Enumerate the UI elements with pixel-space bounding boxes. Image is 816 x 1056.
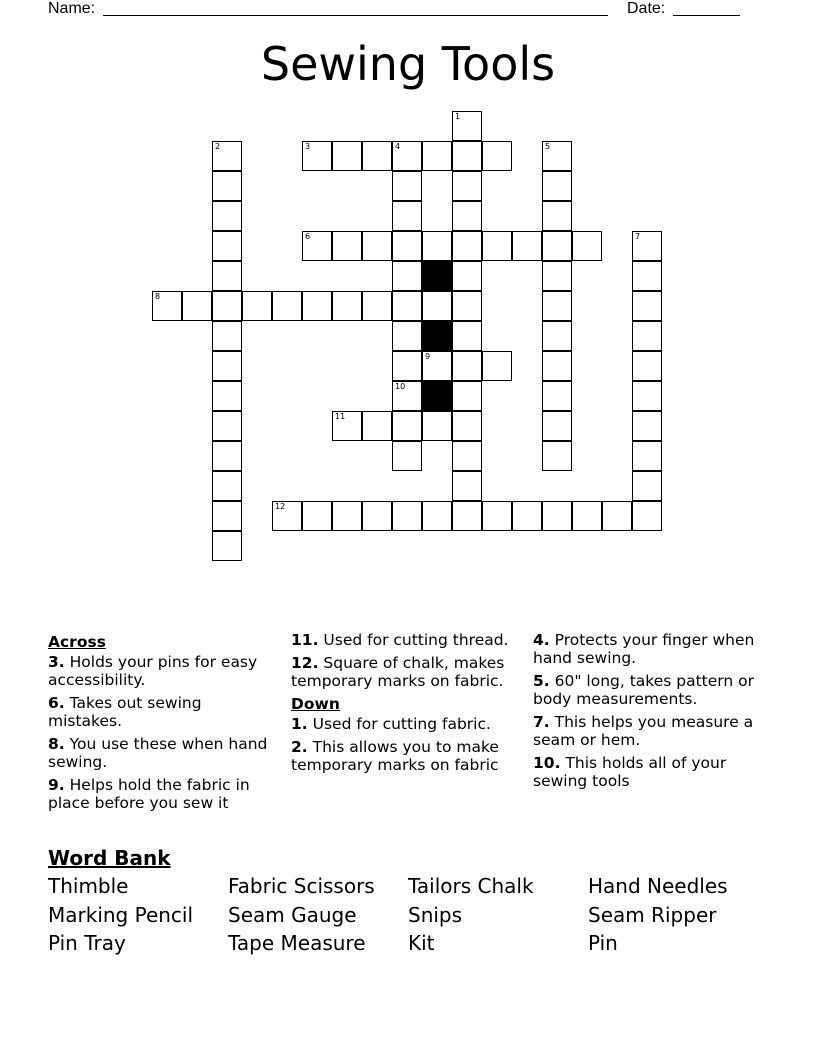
crossword-cell[interactable] (332, 501, 362, 531)
clue-across-6: 6. Takes out sewing mistakes. (48, 694, 202, 730)
crossword-cell[interactable] (212, 531, 242, 561)
crossword-cell[interactable] (212, 321, 242, 351)
crossword-cell[interactable] (542, 351, 572, 381)
crossword-cell[interactable] (392, 351, 422, 381)
crossword-cell[interactable] (212, 171, 242, 201)
crossword-cell[interactable] (542, 141, 572, 171)
clue-number: 4 (395, 142, 401, 151)
crossword-cell[interactable] (212, 291, 242, 321)
crossword-cell[interactable] (452, 171, 482, 201)
crossword-cell[interactable] (482, 351, 512, 381)
crossword-cell[interactable] (422, 351, 452, 381)
crossword-cell[interactable] (212, 201, 242, 231)
word-bank-item: Thimble (48, 874, 129, 898)
clue-number: 5 (545, 142, 551, 151)
crossword-cell[interactable] (152, 291, 182, 321)
crossword-cell[interactable] (512, 501, 542, 531)
crossword-cell[interactable] (302, 291, 332, 321)
crossword-cell[interactable] (212, 351, 242, 381)
clue-down-1: 1. Used for cutting fabric. (291, 715, 491, 733)
crossword-cell[interactable] (452, 231, 482, 261)
crossword-cell[interactable] (452, 351, 482, 381)
crossword-cell[interactable] (242, 291, 272, 321)
crossword-cell[interactable] (452, 471, 482, 501)
crossword-cell[interactable] (212, 411, 242, 441)
crossword-cell[interactable] (392, 171, 422, 201)
crossword-cell[interactable] (212, 231, 242, 261)
clue-column-2 (291, 631, 523, 779)
crossword-cell[interactable] (632, 411, 662, 441)
clue-number: 3 (305, 142, 311, 151)
word-bank-item: Pin (588, 931, 618, 955)
word-bank-item: Fabric Scissors (228, 874, 375, 898)
crossword-cell[interactable] (392, 291, 422, 321)
crossword-cell[interactable] (302, 141, 332, 171)
crossword-cell[interactable] (422, 231, 452, 261)
word-bank-item: Seam Ripper (588, 903, 717, 927)
clue-across-3: 3. Holds your pins for easy accessibility. (48, 653, 258, 689)
crossword-cell[interactable] (302, 501, 332, 531)
clue-number: 6 (305, 232, 311, 241)
crossword-block (422, 381, 452, 411)
crossword-cell[interactable] (212, 471, 242, 501)
crossword-cell[interactable] (452, 411, 482, 441)
crossword-cell[interactable] (542, 261, 572, 291)
word-bank-item: Snips (408, 903, 463, 927)
word-bank-item: Kit (408, 931, 435, 955)
crossword-cell[interactable] (362, 291, 392, 321)
clue-number: 1 (455, 112, 461, 121)
crossword-cell[interactable] (542, 381, 572, 411)
crossword-cell[interactable] (362, 141, 392, 171)
clue-number: 12 (275, 502, 286, 511)
crossword-cell[interactable] (632, 441, 662, 471)
crossword-cell[interactable] (452, 321, 482, 351)
clue-down-2: 2. This allows you to make temporary marks on fabric (291, 738, 499, 774)
crossword-cell[interactable] (332, 291, 362, 321)
crossword-cell[interactable] (362, 501, 392, 531)
word-bank-item: Tailors Chalk (408, 874, 534, 898)
word-bank-title: Word Bank (48, 846, 171, 870)
clue-number: 8 (155, 292, 161, 301)
crossword-cell[interactable] (212, 141, 242, 171)
crossword-cell[interactable] (542, 321, 572, 351)
crossword-cell[interactable] (212, 501, 242, 531)
crossword-cell[interactable] (422, 411, 452, 441)
crossword-cell[interactable] (542, 291, 572, 321)
crossword-cell[interactable] (452, 111, 482, 141)
crossword-block (422, 321, 452, 351)
crossword-cell[interactable] (632, 321, 662, 351)
clue-across-11: 11. Used for cutting thread. (291, 631, 509, 649)
crossword-cell[interactable] (392, 381, 422, 411)
crossword-cell[interactable] (392, 261, 422, 291)
crossword-cell[interactable] (332, 141, 362, 171)
down-heading: Down (291, 695, 340, 713)
crossword-cell[interactable] (542, 201, 572, 231)
crossword-cell[interactable] (332, 231, 362, 261)
clue-across-9: 9. Helps hold the fabric in place before you sew it (48, 776, 250, 812)
clue-across-8: 8. You use these when hand sewing. (48, 735, 268, 771)
crossword-cell[interactable] (452, 441, 482, 471)
crossword-cell[interactable] (452, 201, 482, 231)
word-bank-item: Pin Tray (48, 931, 126, 955)
crossword-cell[interactable] (452, 141, 482, 171)
crossword-cell[interactable] (362, 411, 392, 441)
clue-column-3 (533, 631, 765, 795)
clue-number: 2 (215, 142, 221, 151)
crossword-cell[interactable] (452, 261, 482, 291)
crossword-cell[interactable] (302, 231, 332, 261)
crossword-cell[interactable] (392, 231, 422, 261)
crossword-cell[interactable] (572, 501, 602, 531)
crossword-cell[interactable] (572, 231, 602, 261)
page-title: Sewing Tools (260, 37, 556, 91)
crossword-cell[interactable] (602, 501, 632, 531)
crossword-cell[interactable] (632, 291, 662, 321)
clue-column-1 (48, 631, 270, 817)
crossword-cell[interactable] (422, 291, 452, 321)
crossword-cell[interactable] (542, 441, 572, 471)
across-heading: Across (48, 633, 106, 651)
crossword-cell[interactable] (542, 231, 572, 261)
crossword-cell[interactable] (542, 411, 572, 441)
word-bank-item: Hand Needles (588, 874, 728, 898)
crossword-cell[interactable] (632, 351, 662, 381)
crossword-cell[interactable] (392, 411, 422, 441)
crossword-cell[interactable] (542, 501, 572, 531)
crossword-cell[interactable] (482, 231, 512, 261)
clue-across-12: 12. Square of chalk, makes temporary marks on fabric. (291, 654, 505, 690)
crossword-cell[interactable] (632, 381, 662, 411)
crossword-cell[interactable] (452, 501, 482, 531)
clue-down-4: 4. Protects your finger when hand sewing. (533, 631, 755, 667)
crossword-cell[interactable] (422, 501, 452, 531)
crossword-cell[interactable] (272, 501, 302, 531)
clue-down-10: 10. This holds all of your sewing tools (533, 754, 727, 790)
crossword-cell[interactable] (452, 291, 482, 321)
word-bank-item: Tape Measure (228, 931, 366, 955)
crossword-cell[interactable] (332, 411, 362, 441)
date-label: Date: (627, 0, 666, 17)
clue-number: 10 (395, 382, 406, 391)
crossword-cell[interactable] (212, 441, 242, 471)
clue-down-5: 5. 60" long, takes pattern or body measurements. (533, 672, 754, 708)
crossword-cell[interactable] (392, 441, 422, 471)
crossword-cell[interactable] (212, 381, 242, 411)
crossword-cell[interactable] (212, 261, 242, 291)
crossword-cell[interactable] (632, 261, 662, 291)
crossword-cell[interactable] (632, 231, 662, 261)
crossword-cell[interactable] (362, 231, 392, 261)
clue-number: 9 (425, 352, 431, 361)
clue-down-7: 7. This helps you measure a seam or hem. (533, 713, 754, 749)
crossword-cell[interactable] (272, 291, 302, 321)
crossword-cell[interactable] (512, 231, 542, 261)
word-bank-item: Marking Pencil (48, 903, 194, 927)
crossword-cell[interactable] (632, 501, 662, 531)
crossword-cell[interactable] (632, 471, 662, 501)
crossword-cell[interactable] (422, 141, 452, 171)
word-bank-item: Seam Gauge (228, 903, 357, 927)
crossword-cell[interactable] (392, 321, 422, 351)
crossword-block (422, 261, 452, 291)
crossword-cell[interactable] (392, 141, 422, 171)
clue-number: 11 (335, 412, 346, 421)
crossword-cell[interactable] (482, 141, 512, 171)
crossword-cell[interactable] (452, 381, 482, 411)
clue-number: 7 (635, 232, 641, 241)
crossword-cell[interactable] (182, 291, 212, 321)
crossword-cell[interactable] (542, 171, 572, 201)
crossword-cell[interactable] (392, 501, 422, 531)
crossword-cell[interactable] (482, 501, 512, 531)
name-label: Name: (48, 0, 96, 17)
crossword-cell[interactable] (392, 201, 422, 231)
